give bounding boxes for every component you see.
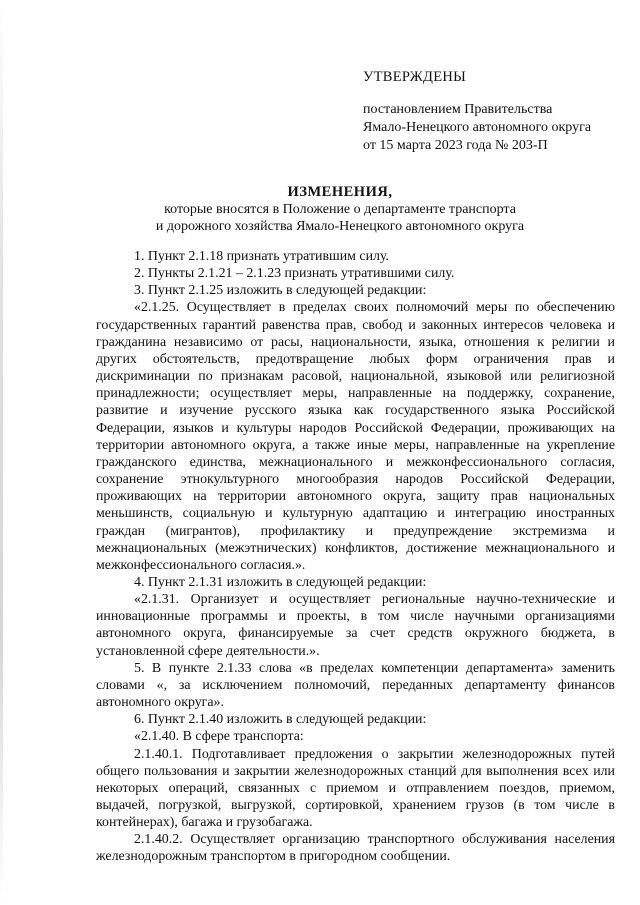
approval-line-1: постановлением Правительства (363, 102, 553, 117)
approval-line-3: от 15 марта 2023 года № 203-П (363, 138, 548, 153)
paragraph-item-2: 2. Пункты 2.1.21 – 2.1.23 признать утратившими силу. (134, 266, 455, 282)
paragraph-item-3: 3. Пункт 2.1.25 изложить в следующей редакции: (134, 283, 427, 299)
heading-line-1: которые вносятся в Положение о департаменте транспорта (164, 202, 516, 217)
heading-line-2: и дорожного хозяйства Ямало-Ненецкого автономного округа (155, 219, 525, 234)
paragraph-item-1: 1. Пункт 2.1.18 признать утратившим силу. (134, 249, 389, 264)
paragraph-quote-2-1-40: «2.1.40. В сфере транспорта: (134, 729, 304, 745)
paragraph-2-1-40-1: 2.1.40.1. Подготавливает предложения о закрытии железнодорожных путей общего пользования и закрытии железнодорожных станций для выполнения всех или некоторых операций, связанных с приемом и отправлением поездов, приемом, выдачей, погрузкой, выгрузкой, сортировкой, хранением грузов (в том числе в контейнерах), багажа и грузобагажа. (96, 746, 615, 831)
paragraph-item-6: 6. Пункт 2.1.40 изложить в следующей редакции: (134, 712, 427, 728)
approval-title: УТВЕРЖДЕНЫ (363, 69, 467, 85)
paragraph-quote-2-1-25: «2.1.25. Осуществляет в пределах своих полномочий меры по обеспечению государственных гарантий равенства прав, свобод и законных интересов человека и гражданина независимо от расы, национальности, языка, отношения к религии и других обстоятельств, предотвращение любых форм ограничения прав и дискриминации по признакам расовой, национальной, языковой или религиозной принадлежности; осуществляет меры, направленные на поддержку, сохранение, развитие и изучение русского языка как государственного языка Российской Федерации, языков и культуры народов Российской Федерации, проживающих на территории автономного округа, а также иные меры, направленные на укрепление гражданского единства, межнационального и межконфессионального согласия, сохранение этнокультурного многообразия народов Российской Федерации, проживающих на территории автономного округа, защиту прав национальных меньшинств, социальную и культурную адаптацию и интеграцию иностранных граждан (мигрантов), профилактику и предупреждение экстремизма и межнациональных (межэтнических) конфликтов, достижение межнационального и межконфессионального согласия.». (96, 300, 615, 573)
document-heading (90, 184, 590, 235)
approval-line-2: Ямало-Ненецкого автономного округа (363, 120, 592, 135)
approval-stamp-block (363, 68, 591, 155)
document-body (96, 248, 615, 866)
paragraph-item-5: 5. В пункте 2.1.33 слова «в пределах компетенции департамента» заменить словами «, за исключением полномочий, переданных департаменту финансов автономного округа». (96, 660, 615, 711)
scan-edge-shadow (0, 0, 3, 905)
paragraph-quote-2-1-31: «2.1.31. Организует и осуществляет региональные научно-технические и инновационные программы и проекты, в том числе научными организациями автономного округа, финансируемые за счет средств окружного бюджета, в установленной сфере деятельности.». (96, 592, 615, 659)
paragraph-2-1-40-2: 2.1.40.2. Осуществляет организацию транспортного обслуживания населения железнодорожным транспортом в пригородном сообщении. (96, 832, 615, 865)
paragraph-item-4: 4. Пункт 2.1.31 изложить в следующей редакции: (134, 574, 427, 590)
heading-title: ИЗМЕНЕНИЯ, (287, 184, 393, 200)
